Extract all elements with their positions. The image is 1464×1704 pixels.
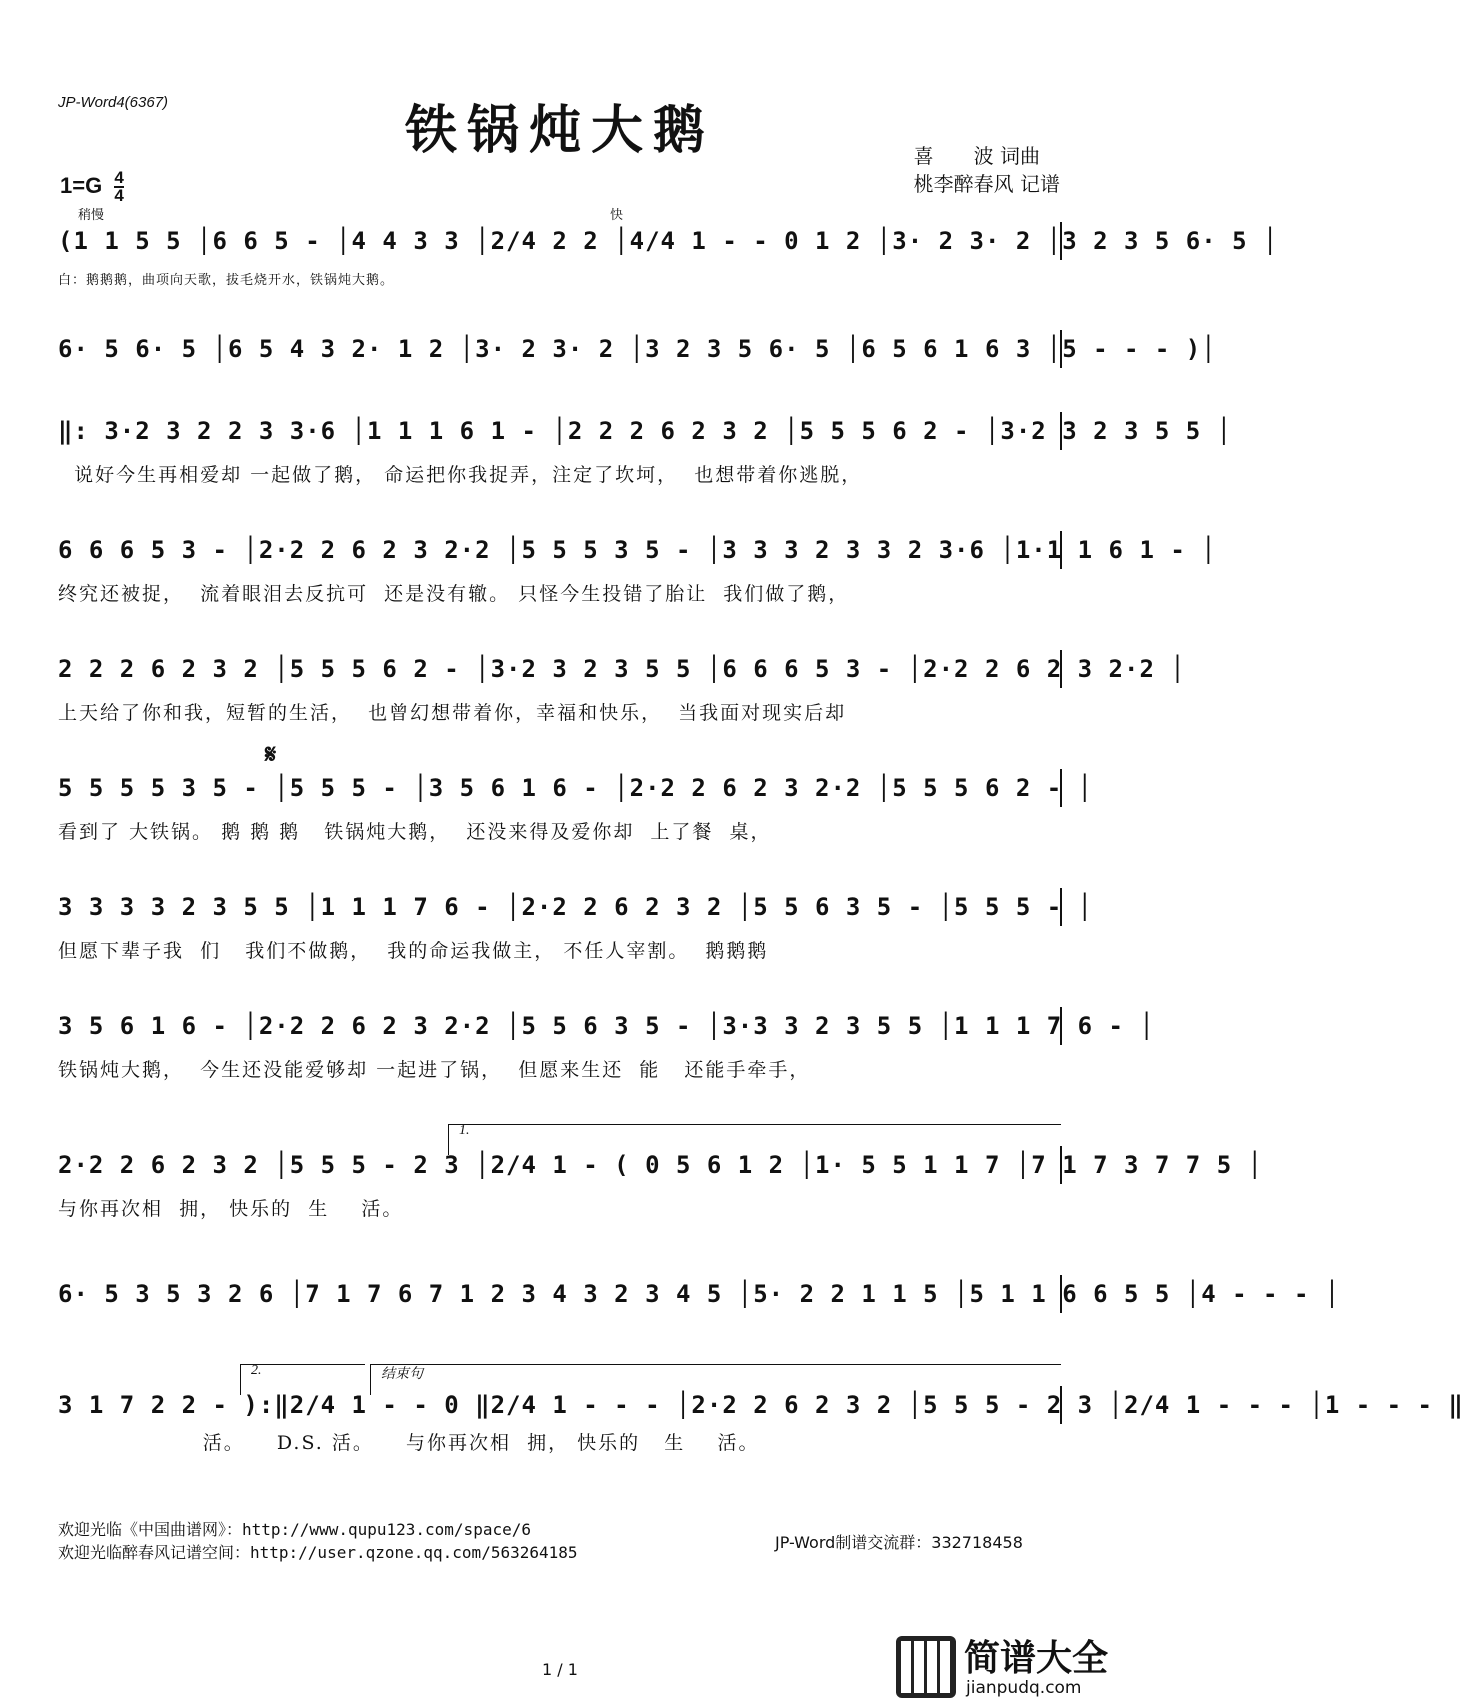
notation-line: 3 5 6 1 6 - │2·2 2 6 2 3 2·2 │5 5 6 3 5 - │3·3 3 2 3 5 5 │1 1 1 7 6 - │ [58,1007,1062,1045]
notation-line: 2·2 2 6 2 3 2 │5 5 5 - 2 3 │2/4 1 - ( 0 5 6 1 2 │1· 5 5 1 1 7 │7 1 7 3 7 7 5 │ [58,1146,1062,1184]
lyric-line: 看到了 大铁锅。 鹅 鹅 鹅 铁锅炖大鹅， 还没来得及爱你却 上了餐 桌， [58,821,772,843]
lyric-line: 上天给了你和我，短暂的生活， 也曾幻想带着你，幸福和快乐， 当我面对现实后却 [58,702,847,724]
welcome-qupu-link[interactable]: 欢迎光临《中国曲谱网》：http://www.qupu123.com/space/6 [58,1520,531,1539]
notation-line: (1 1 5 5 │6 6 5 - │4 4 3 3 │2/4 2 2 │4/4 1 - - 0 1 2 │3· 2 3· 2 │3 2 3 5 6· 5 │ [58,222,1062,260]
lyric-line: 但愿下辈子我 们 我们不做鹅， 我的命运我做主， 不任人宰割。 鹅鹅鹅 [58,940,769,962]
time-sig-bottom: 4 [114,186,124,205]
lyric-line: 铁锅炖大鹅， 今生还没能爱够却 一起进了锅， 但愿来生还 能 还能手牵手， [58,1059,811,1081]
lyric-line: 与你再次相 拥， 快乐的 生 活。 [58,1198,404,1220]
notation-line: 6· 5 3 5 3 2 6 │7 1 7 6 7 1 2 3 4 3 2 3 4 5 │5· 2 2 1 1 5 │5 1 1 6 6 5 5 │4 - - - │ [58,1275,1062,1313]
tempo-fast: 快 [610,208,624,223]
footer-links [58,1518,578,1564]
notation-line: 2 2 2 6 2 3 2 │5 5 5 6 2 - │3·2 3 2 3 5 5 │6 6 6 5 3 - │2·2 2 6 2 3 2·2 │ [58,650,1062,688]
time-sig-top: 4 [114,168,124,187]
notation-line: 3 3 3 3 2 3 5 5 │1 1 1 7 6 - │2·2 2 6 2 3 2 │5 5 6 3 5 - │5 5 5 - │ [58,888,1062,926]
lyric-line: 终究还被捉， 流着眼泪去反抗可 还是没有辙。 只怪今生投错了胎让 我们做了鹅， [58,583,850,605]
notation-line: ‖: 3·2 3 2 2 3 3·6 │1 1 1 6 1 - │2 2 2 6 2 3 2 │5 5 5 6 2 - │3·2 3 2 3 5 5 │ [58,412,1062,450]
lyric-line-final: 活。 D.S. 活。 与你再次相 拥， 快乐的 生 活。 [58,1432,760,1454]
qq-group-label: JP-Word制谱交流群：332718458 [775,1533,1023,1552]
key-signature [60,170,124,204]
logo-name: 简谱大全 [964,1638,1109,1679]
page-number: 1 / 1 [542,1660,578,1679]
piano-keys-icon [896,1636,956,1698]
spoken-intro: 白：鹅鹅鹅，曲项向天歌，拔毛烧开水，铁锅炖大鹅。 [58,273,395,288]
notation-line: 5 5 5 5 3 5 - │5 5 5 - │3 5 6 1 6 - │2·2 2 6 2 3 2·2 │5 5 5 6 2 - │ [58,769,1062,807]
welcome-qzone-link[interactable]: 欢迎光临醉春风记谱空间：http://user.qzone.qq.com/563264185 [58,1543,578,1562]
credit-transcriber: 桃李醉春风 记谱 [913,172,1060,196]
site-logo [896,1630,1120,1704]
credit-lyrics-music: 喜 波 词曲 [913,144,1040,168]
key-label: 1=G [60,172,103,198]
tempo-slow: 稍慢 [78,208,105,223]
lyric-line: 说好今生再相爱却 一起做了鹅， 命运把你我捉弄，注定了坎坷， 也想带着你逃脱， [58,464,863,486]
credits [914,142,1060,198]
coda-label: 结束句 [381,1367,423,1382]
notation-line: 3 1 7 2 2 - ):‖2/4 1 - - 0 ‖2/4 1 - - - │2·2 2 6 2 3 2 │5 5 5 - 2 3 │2/4 1 - - - │1 - - - ‖ [58,1386,1062,1424]
notation-line: 6 6 6 5 3 - │2·2 2 6 2 3 2·2 │5 5 5 3 5 - │3 3 3 2 3 3 2 3·6 │1·1 1 6 1 - │ [58,531,1062,569]
second-ending-label: 2. [251,1363,262,1378]
time-signature [114,170,123,204]
segno-sign: 𝄋 [265,740,277,770]
notation-line: 6· 5 6· 5 │6 5 4 3 2· 1 2 │3· 2 3· 2 │3 2 3 5 6· 5 │6 5 6 1 6 3 │5 - - - )│ [58,330,1062,368]
first-ending-label: 1. [459,1123,470,1138]
page-title: 铁锅炖大鹅 [404,100,715,161]
software-label: JP-Word4(6367) [58,94,169,111]
logo-url: jianpudq.com [966,1678,1082,1698]
